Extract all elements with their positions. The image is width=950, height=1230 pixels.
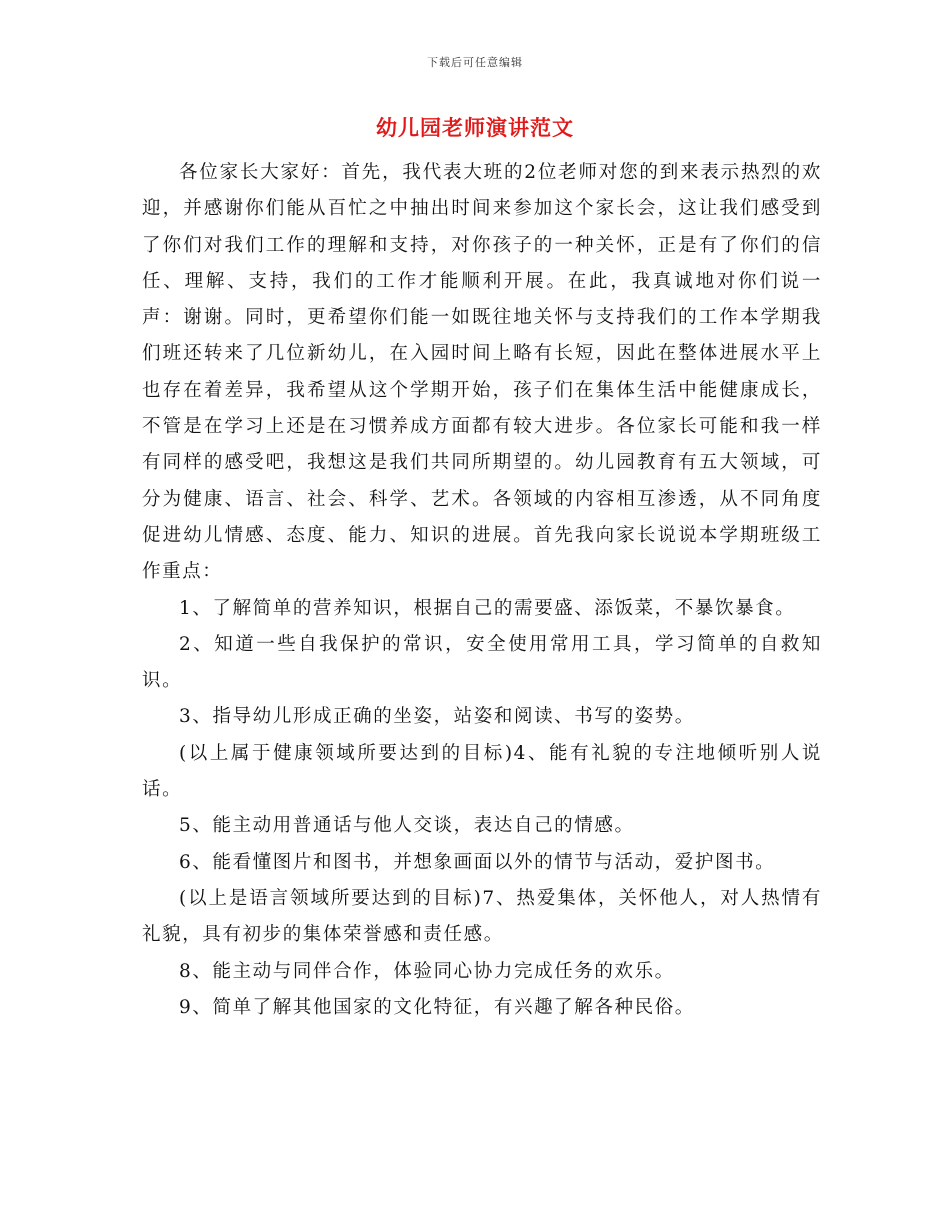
- goal-item-6: 6、能看懂图片和图书，并想象画面以外的情节与活动，爱护图书。: [179, 851, 776, 873]
- goal-item-8: 8、能主动与同伴合作，体验同心协力完成任务的欢乐。: [179, 960, 675, 982]
- goal-item-1: 1、了解简单的营养知识，根据自己的需要盛、添饭菜，不暴饮暴食。: [179, 597, 796, 619]
- goal-item-5: 5、能主动用普通话与他人交谈，表达自己的情感。: [179, 815, 635, 837]
- goal-item-3: 3、指导幼儿形成正确的坐姿，站姿和阅读、书写的姿势。: [179, 706, 695, 728]
- intro-paragraph: 各位家长大家好：首先，我代表大班的2位老师对您的到来表示热烈的欢迎，并感谢你们能从百忙之中抽出时间来参加这个家长会，这让我们感受到了你们对我们工作的理解和支持，对你孩子的一种关怀，正是有了你们的信任、理解、支持，我们的工作才能顺利开展。在此，我真诚地对你们说一声：谢谢。同时，更希望你们能一如既往地关怀与支持我们的工作本学期我们班还转来了几位新幼儿，在入园时间上略有长短，因此在整体进展水平上也存在着差异，我希望从这个学期开始，孩子们在集体生活中能健康成长，不管是在学习上还是在习惯养成方面都有较大进步。各位家长可能和我一样有同样的感受吧，我想这是我们共同所期望的。幼儿园教育有五大领域，可分为健康、语言、社会、科学、艺术。各领域的内容相互渗透，从不同角度促进幼儿情感、态度、能力、知识的进展。首先我向家长说说本学期班级工作重点：: [142, 162, 822, 583]
- goal-item-2: 2、知道一些自我保护的常识，安全使用常用工具，学习简单的自救知识。: [142, 633, 822, 692]
- goal-item-4: (以上属于健康领域所要达到的目标)4、能有礼貌的专注地倾听别人说话。: [142, 742, 822, 801]
- goal-item-9: 9、简单了解其他国家的文化特征，有兴趣了解各种民俗。: [179, 996, 695, 1018]
- document-title: 幼儿园老师演讲范文: [376, 115, 574, 140]
- document-body: [142, 155, 822, 1026]
- goal-item-7: (以上是语言领域所要达到的目标)7、热爱集体，关怀他人，对人热情有礼貌，具有初步的集体荣誉感和责任感。: [142, 887, 822, 946]
- header-note: 下载后可任意编辑: [427, 56, 523, 69]
